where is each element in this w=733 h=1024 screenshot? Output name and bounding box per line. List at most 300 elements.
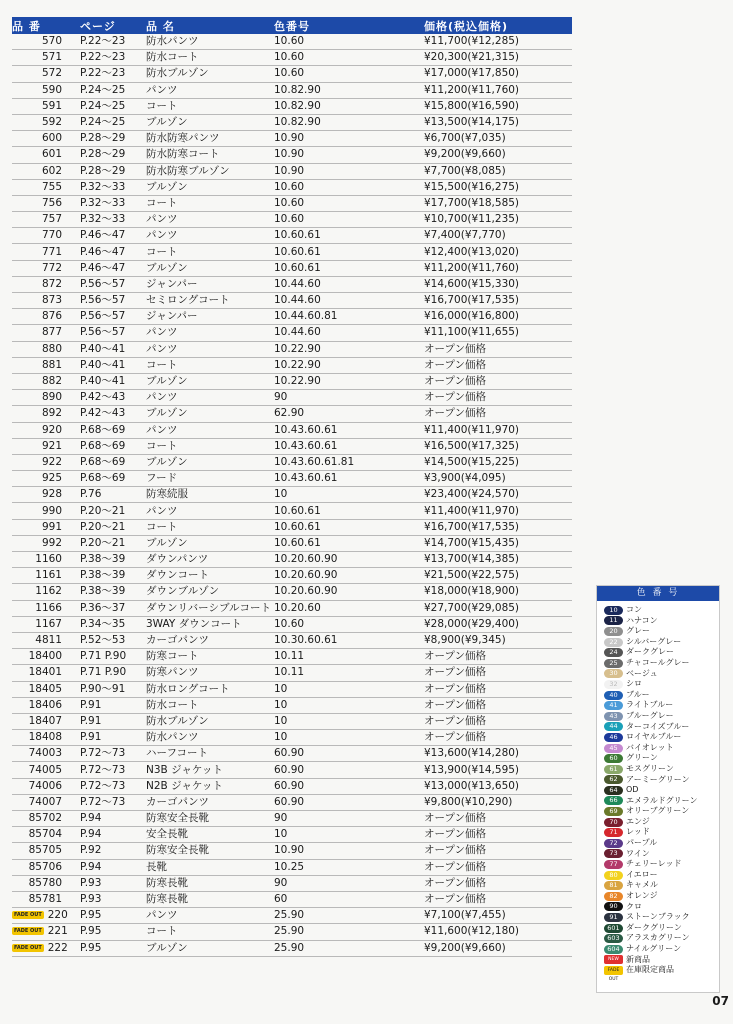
color-swatch: 44	[604, 722, 623, 731]
item-number-cell	[12, 827, 74, 843]
table-row	[12, 454, 572, 470]
table-row	[12, 616, 572, 632]
page-cell: P.72～73	[74, 794, 146, 810]
price-cell: オープン価格	[424, 390, 572, 406]
item-number: 570	[41, 35, 62, 48]
name-cell: 防寒続服	[146, 487, 274, 503]
page-cell: P.22～23	[74, 50, 146, 66]
color-legend	[596, 585, 720, 993]
name-cell: コート	[146, 98, 274, 114]
item-number: 18401	[28, 666, 62, 679]
price-cell: オープン価格	[424, 713, 572, 729]
legend-item	[597, 838, 719, 849]
name-cell: コート	[146, 244, 274, 260]
page-cell: P.46～47	[74, 228, 146, 244]
table-row	[12, 713, 572, 729]
item-number: 920	[41, 423, 62, 436]
page-cell: P.72～73	[74, 778, 146, 794]
color-swatch: 10	[604, 606, 623, 615]
color-swatch: 32	[604, 680, 623, 689]
color-name: パープル	[626, 838, 658, 848]
price-cell: ¥14,500(¥15,225)	[424, 454, 572, 470]
name-cell: パンツ	[146, 390, 274, 406]
item-number: 928	[41, 488, 62, 501]
item-number-cell	[12, 195, 74, 211]
item-number-cell	[12, 454, 74, 470]
page-cell: P.94	[74, 827, 146, 843]
item-number-cell	[12, 843, 74, 859]
colors-cell: 25.90	[274, 924, 424, 940]
color-swatch: 604	[604, 945, 623, 954]
colors-cell: 60	[274, 891, 424, 907]
colors-cell: 10.60	[274, 616, 424, 632]
page-cell: P.68～69	[74, 422, 146, 438]
item-number-cell	[12, 616, 74, 632]
color-swatch: 62	[604, 775, 623, 784]
color-swatch: 46	[604, 733, 623, 742]
price-cell: ¥23,400(¥24,570)	[424, 487, 572, 503]
colors-cell: 10.60	[274, 66, 424, 82]
table-row	[12, 341, 572, 357]
item-number: 1167	[35, 617, 62, 630]
price-cell: ¥9,200(¥9,660)	[424, 940, 572, 956]
colors-cell: 10.60.61	[274, 260, 424, 276]
page-cell: P.56～57	[74, 325, 146, 341]
color-name: チャコールグレー	[626, 657, 690, 667]
page-cell: P.28～29	[74, 131, 146, 147]
name-cell: パンツ	[146, 212, 274, 228]
price-cell: ¥18,000(¥18,900)	[424, 584, 572, 600]
color-name: 新商品	[626, 954, 650, 964]
colors-cell: 10.90	[274, 131, 424, 147]
name-cell: 防寒安全長靴	[146, 843, 274, 859]
item-number: 756	[41, 196, 62, 209]
price-cell: ¥8,900(¥9,345)	[424, 632, 572, 648]
item-number: 881	[41, 358, 62, 371]
color-name: イエロー	[626, 869, 658, 879]
item-number-cell	[12, 114, 74, 130]
color-swatch: 43	[604, 712, 623, 721]
legend-title: 色 番 号	[597, 586, 719, 601]
table-row	[12, 98, 572, 114]
name-cell: カーゴパンツ	[146, 632, 274, 648]
color-swatch: 66	[604, 796, 623, 805]
item-number-cell	[12, 762, 74, 778]
page-cell: P.56～57	[74, 276, 146, 292]
color-swatch: 41	[604, 701, 623, 710]
fade-out-badge: FADE OUT	[14, 928, 42, 935]
item-number-cell	[12, 438, 74, 454]
page-cell: P.72～73	[74, 762, 146, 778]
table-row	[12, 746, 572, 762]
item-number-cell	[12, 422, 74, 438]
table-row	[12, 373, 572, 389]
item-number: 18408	[28, 731, 62, 744]
legend-item	[597, 944, 719, 955]
item-number: 770	[41, 229, 62, 242]
color-swatch: 81	[604, 881, 623, 890]
name-cell: 長靴	[146, 859, 274, 875]
item-number-cell	[12, 228, 74, 244]
item-number: 922	[41, 455, 62, 468]
color-name: シルバーグレー	[626, 636, 682, 646]
legend-item	[597, 859, 719, 870]
color-swatch: 91	[604, 913, 623, 922]
color-name: バイオレット	[626, 742, 674, 752]
color-swatch: NEW	[604, 955, 623, 964]
color-swatch: 60	[604, 754, 623, 763]
item-number-cell	[12, 357, 74, 373]
table-row	[12, 325, 572, 341]
item-number-cell	[12, 568, 74, 584]
item-number-cell	[12, 293, 74, 309]
item-number: 1166	[35, 601, 62, 614]
colors-cell: 60.90	[274, 778, 424, 794]
name-cell: 防水ブルゾン	[146, 713, 274, 729]
item-number: 222	[47, 941, 68, 954]
item-number-cell	[12, 584, 74, 600]
color-swatch: 71	[604, 828, 623, 837]
page-cell: P.36～37	[74, 600, 146, 616]
table-row	[12, 34, 572, 50]
legend-item	[597, 775, 719, 786]
color-swatch: 601	[604, 924, 623, 933]
legend-item	[597, 743, 719, 754]
page-cell: P.38～39	[74, 568, 146, 584]
legend-item	[597, 732, 719, 743]
page-number: 07	[712, 994, 729, 1008]
legend-item	[597, 679, 719, 690]
price-cell: オープン価格	[424, 681, 572, 697]
item-number-cell	[12, 147, 74, 163]
page-cell: P.94	[74, 859, 146, 875]
color-swatch: 73	[604, 849, 623, 858]
item-number: 890	[41, 391, 62, 404]
page-cell: P.91	[74, 713, 146, 729]
colors-cell: 10.82.90	[274, 98, 424, 114]
item-number: 1161	[35, 569, 62, 582]
item-number: 921	[41, 439, 62, 452]
color-swatch: 82	[604, 892, 623, 901]
price-cell: ¥17,000(¥17,850)	[424, 66, 572, 82]
legend-item	[597, 626, 719, 637]
item-number-cell	[12, 309, 74, 325]
color-name: アラスカグリーン	[626, 933, 690, 943]
colors-cell: 10	[274, 730, 424, 746]
colors-cell: 10.60.61	[274, 503, 424, 519]
page-cell: P.38～39	[74, 584, 146, 600]
color-swatch: 64	[604, 786, 623, 795]
page-cell: P.34～35	[74, 616, 146, 632]
colors-cell: 10.60.61	[274, 228, 424, 244]
table-row	[12, 422, 572, 438]
item-number: 880	[41, 342, 62, 355]
name-cell: パンツ	[146, 341, 274, 357]
color-swatch: 70	[604, 818, 623, 827]
table-header-row	[12, 17, 572, 34]
price-cell: オープン価格	[424, 730, 572, 746]
legend-item	[597, 700, 719, 711]
color-name: キャメル	[626, 880, 658, 890]
item-number-cell	[12, 924, 74, 940]
price-cell: ¥15,500(¥16,275)	[424, 179, 572, 195]
colors-cell: 10.60	[274, 212, 424, 228]
table-body	[12, 34, 572, 956]
colors-cell: 25.90	[274, 940, 424, 956]
price-cell: ¥3,900(¥4,095)	[424, 471, 572, 487]
legend-item	[597, 764, 719, 775]
item-number: 18405	[28, 682, 62, 695]
legend-item	[597, 880, 719, 891]
page-cell: P.71 P.90	[74, 649, 146, 665]
item-number-cell	[12, 632, 74, 648]
legend-item	[597, 923, 719, 934]
price-cell: ¥13,600(¥14,280)	[424, 746, 572, 762]
item-number-cell	[12, 535, 74, 551]
table-row	[12, 50, 572, 66]
table-row	[12, 875, 572, 891]
price-cell: ¥10,700(¥11,235)	[424, 212, 572, 228]
colors-cell: 10.22.90	[274, 357, 424, 373]
page-cell: P.20～21	[74, 519, 146, 535]
name-cell: ハーフコート	[146, 746, 274, 762]
table-row	[12, 503, 572, 519]
legend-item	[597, 669, 719, 680]
price-cell: オープン価格	[424, 875, 572, 891]
item-number-cell	[12, 373, 74, 389]
page-cell: P.40～41	[74, 341, 146, 357]
name-cell: パンツ	[146, 503, 274, 519]
name-cell: パンツ	[146, 82, 274, 98]
price-cell: オープン価格	[424, 665, 572, 681]
page-cell: P.40～41	[74, 373, 146, 389]
name-cell: コート	[146, 357, 274, 373]
page-cell: P.46～47	[74, 244, 146, 260]
price-cell: ¥11,700(¥12,285)	[424, 34, 572, 50]
header-colors: 色番号	[274, 17, 424, 34]
legend-item	[597, 616, 719, 627]
color-name: エメラルドグリーン	[626, 795, 698, 805]
name-cell: ブルゾン	[146, 260, 274, 276]
table-row	[12, 681, 572, 697]
legend-item	[597, 827, 719, 838]
table-row	[12, 390, 572, 406]
name-cell: パンツ	[146, 422, 274, 438]
page-cell: P.24～25	[74, 114, 146, 130]
item-number: 221	[47, 925, 68, 938]
price-cell: ¥11,100(¥11,655)	[424, 325, 572, 341]
name-cell: ブルゾン	[146, 454, 274, 470]
table-row	[12, 260, 572, 276]
legend-item	[597, 690, 719, 701]
color-swatch: 40	[604, 691, 623, 700]
colors-cell: 10	[274, 697, 424, 713]
colors-cell: 60.90	[274, 794, 424, 810]
name-cell: コート	[146, 438, 274, 454]
color-swatch: 80	[604, 871, 623, 880]
item-number-cell	[12, 746, 74, 762]
legend-item	[597, 891, 719, 902]
color-name: アーミーグリーン	[626, 774, 690, 784]
price-cell: オープン価格	[424, 827, 572, 843]
colors-cell: 10.30.60.61	[274, 632, 424, 648]
color-name: ナイルグリーン	[626, 944, 682, 953]
colors-cell: 10.22.90	[274, 373, 424, 389]
item-number: 755	[41, 180, 62, 193]
colors-cell: 10	[274, 713, 424, 729]
colors-cell: 10.60.61	[274, 244, 424, 260]
item-number-cell	[12, 66, 74, 82]
legend-item	[597, 711, 719, 722]
legend-item	[597, 722, 719, 733]
item-number: 85706	[28, 860, 62, 873]
page-cell: P.20～21	[74, 535, 146, 551]
name-cell: 防寒安全長靴	[146, 811, 274, 827]
item-number: 1160	[35, 553, 62, 566]
name-cell: 防水パンツ	[146, 34, 274, 50]
name-cell: パンツ	[146, 228, 274, 244]
item-number: 572	[41, 67, 62, 80]
item-number: 757	[41, 213, 62, 226]
colors-cell: 90	[274, 811, 424, 827]
page-cell: P.40～41	[74, 357, 146, 373]
page-cell: P.28～29	[74, 147, 146, 163]
colors-cell: 10.90	[274, 843, 424, 859]
table-row	[12, 762, 572, 778]
colors-cell: 10.60.61	[274, 535, 424, 551]
price-cell: ¥9,200(¥9,660)	[424, 147, 572, 163]
color-swatch: 45	[604, 744, 623, 753]
table-row	[12, 66, 572, 82]
legend-item	[597, 912, 719, 923]
item-number-cell	[12, 260, 74, 276]
colors-cell: 90	[274, 390, 424, 406]
page-cell: P.95	[74, 908, 146, 924]
item-number-cell	[12, 681, 74, 697]
item-number-cell	[12, 179, 74, 195]
name-cell: コート	[146, 924, 274, 940]
item-number: 18406	[28, 698, 62, 711]
price-cell: ¥21,500(¥22,575)	[424, 568, 572, 584]
name-cell: 防水コート	[146, 50, 274, 66]
name-cell: 防寒コート	[146, 649, 274, 665]
table-row	[12, 924, 572, 940]
legend-item	[597, 637, 719, 648]
price-cell: ¥13,900(¥14,595)	[424, 762, 572, 778]
item-number: 1162	[35, 585, 62, 598]
colors-cell: 10.60	[274, 195, 424, 211]
page-cell: P.91	[74, 730, 146, 746]
color-name: ロイヤルブルー	[626, 732, 682, 742]
item-number: 85704	[28, 828, 62, 841]
item-number: 872	[41, 277, 62, 290]
page-cell: P.28～29	[74, 163, 146, 179]
colors-cell: 10.44.60	[274, 325, 424, 341]
page-cell: P.92	[74, 843, 146, 859]
page-cell: P.52～53	[74, 632, 146, 648]
item-number: 571	[41, 51, 62, 64]
price-table	[12, 17, 572, 957]
page-cell: P.42～43	[74, 406, 146, 422]
colors-cell: 10.90	[274, 163, 424, 179]
item-number: 592	[41, 116, 62, 129]
header-item-no: 品 番	[12, 17, 74, 34]
name-cell: ブルゾン	[146, 114, 274, 130]
name-cell: ジャンパー	[146, 276, 274, 292]
table-row	[12, 212, 572, 228]
item-number-cell	[12, 649, 74, 665]
item-number: 18407	[28, 714, 62, 727]
item-number-cell	[12, 390, 74, 406]
colors-cell: 10.60	[274, 179, 424, 195]
color-swatch: 20	[604, 627, 623, 636]
table-row	[12, 309, 572, 325]
name-cell: コート	[146, 195, 274, 211]
page-cell: P.46～47	[74, 260, 146, 276]
table-row	[12, 293, 572, 309]
colors-cell: 10.25	[274, 859, 424, 875]
color-name: 在庫限定商品	[626, 965, 674, 975]
colors-cell: 62.90	[274, 406, 424, 422]
legend-item	[597, 806, 719, 817]
page-cell: P.90～91	[74, 681, 146, 697]
legend-item	[597, 849, 719, 860]
item-number: 85781	[28, 893, 62, 906]
color-name: ブルーグレー	[626, 710, 674, 720]
color-name: OD	[626, 785, 639, 795]
item-number: 602	[41, 164, 62, 177]
page-cell: P.95	[74, 924, 146, 940]
price-cell: ¥11,200(¥11,760)	[424, 260, 572, 276]
item-number-cell	[12, 811, 74, 827]
name-cell: 3WAY ダウンコート	[146, 616, 274, 632]
item-number: 990	[41, 504, 62, 517]
colors-cell: 10.43.60.61	[274, 471, 424, 487]
item-number: 18400	[28, 650, 62, 663]
page-cell: P.38～39	[74, 552, 146, 568]
price-cell: オープン価格	[424, 843, 572, 859]
item-number: 74005	[28, 763, 62, 776]
colors-cell: 10	[274, 681, 424, 697]
table-row	[12, 357, 572, 373]
color-name: ベージュ	[626, 668, 658, 678]
legend-item	[597, 955, 719, 966]
table-row	[12, 649, 572, 665]
header-page: ページ	[74, 17, 146, 34]
name-cell: ブルゾン	[146, 406, 274, 422]
table-row	[12, 843, 572, 859]
table-row	[12, 195, 572, 211]
table-row	[12, 244, 572, 260]
colors-cell: 10.22.90	[274, 341, 424, 357]
item-number: 925	[41, 472, 62, 485]
legend-item	[597, 647, 719, 658]
name-cell: 防水コート	[146, 697, 274, 713]
name-cell: ダウンリバーシブルコート	[146, 600, 274, 616]
item-number-cell	[12, 325, 74, 341]
item-number-cell	[12, 940, 74, 956]
item-number: 876	[41, 310, 62, 323]
name-cell: 防水パンツ	[146, 730, 274, 746]
table-row	[12, 114, 572, 130]
colors-cell: 10.20.60.90	[274, 552, 424, 568]
name-cell: パンツ	[146, 908, 274, 924]
color-name: レッド	[626, 827, 650, 837]
page-cell: P.24～25	[74, 82, 146, 98]
table-row	[12, 438, 572, 454]
fade-out-badge: FADE OUT	[14, 944, 42, 951]
colors-cell: 10.60	[274, 34, 424, 50]
